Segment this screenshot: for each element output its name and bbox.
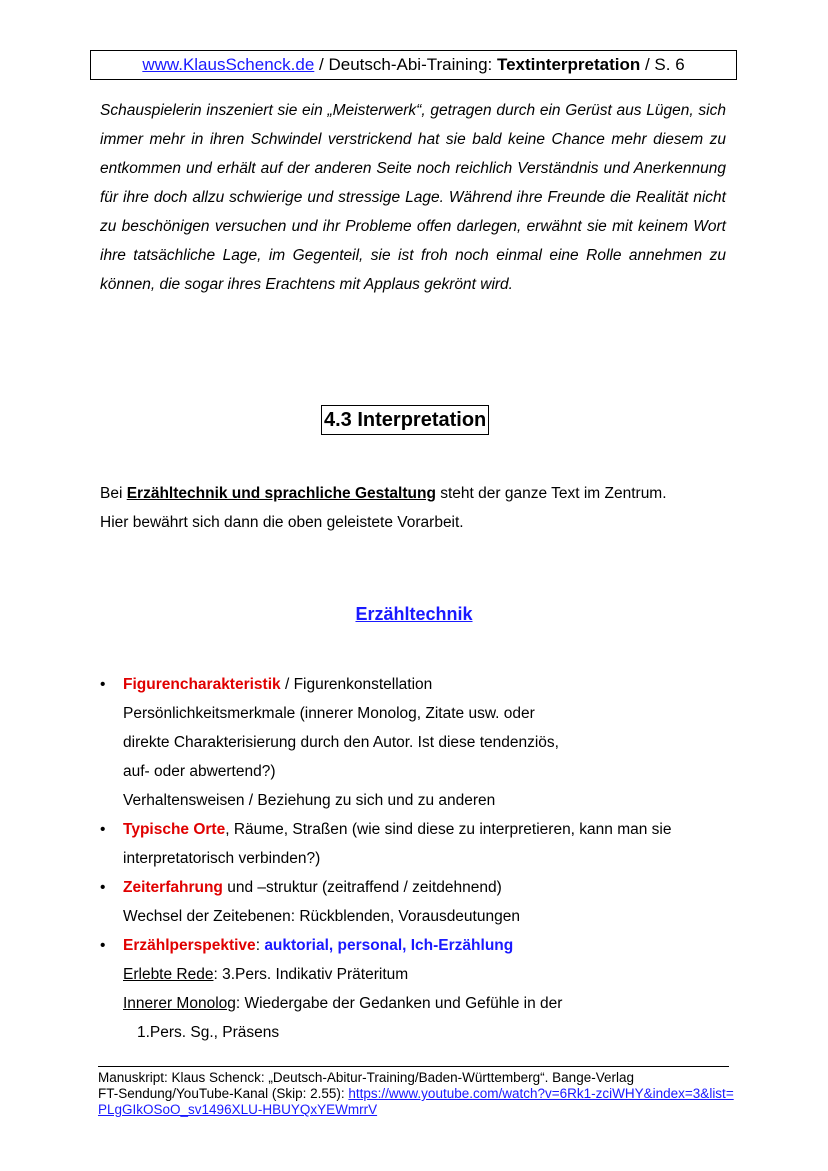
lead-emphasis: Erzähltechnik und sprachliche Gestaltung xyxy=(126,485,436,502)
list-item xyxy=(100,873,740,931)
lead-prefix: Bei xyxy=(100,485,127,502)
list-item xyxy=(100,931,740,1047)
section-title: 4.3 Interpretation xyxy=(321,405,489,435)
bullet-list xyxy=(100,670,740,1047)
bullet-icon: • xyxy=(100,937,106,954)
item-line: interpretatorisch verbinden?) xyxy=(123,850,321,867)
youtube-link[interactable]: https://www.youtube.com/watch?v=6Rk1-zciWHY&index=3&list=PLgGIkOSoO_sv1496XLU-HBUYQxYEWmrrV xyxy=(98,1086,734,1117)
footer-line2: FT-Sendung/YouTube-Kanal (Skip: 2.55): xyxy=(98,1086,349,1101)
item-key: Zeiterfahrung xyxy=(123,879,223,896)
erlebte-rede-label: Erlebte Rede xyxy=(123,966,214,983)
page-footer xyxy=(98,1070,738,1118)
item-rest: , Räume, Straßen (wie sind diese zu interpretieren, kann man sie xyxy=(225,821,672,838)
item-line: Persönlichkeitsmerkmale (innerer Monolog, Zitate usw. oder xyxy=(123,705,535,722)
item-line: Verhaltensweisen / Beziehung zu sich und zu anderen xyxy=(123,792,496,809)
intro-paragraph xyxy=(100,96,726,299)
lead-suffix: steht der ganze Text im Zentrum. xyxy=(435,485,667,502)
bullet-icon: • xyxy=(100,676,106,693)
item-perspectives: auktorial, personal, Ich-Erzählung xyxy=(264,937,514,954)
item-rest: und –struktur (zeitraffend / zeitdehnend) xyxy=(222,879,502,896)
item-rest: / Figurenkonstellation xyxy=(280,676,433,693)
intro-text: Schauspielerin inszeniert sie ein „Meisterwerk“, getragen durch ein Gerüst aus Lügen, sich immer mehr in ihren Schwindel verstrickend hat sie bald keine Chance mehr diesem zu entkommen und erhält auf der anderen Seite noch reichlich Verständnis und Anerkennung für ihre doch allzu schwierige und stressige Lage. Während ihre Freunde die Realität nicht zu beschönigen versuchen und ihr Probleme offen darlegen, erwähnt sie mit keinem Wort ihre tatsächliche Lage, im Gegenteil, sie ist froh noch einmal eine Rolle annehmen zu können, die sogar ihres Erachtens mit Applaus gekrönt wird. xyxy=(100,102,726,293)
bullet-icon: • xyxy=(100,821,106,838)
item-key: Figurencharakteristik xyxy=(123,676,281,693)
item-line: auf- oder abwertend?) xyxy=(123,763,276,780)
footer-line1: Manuskript: Klaus Schenck: „Deutsch-Abitur-Training/Baden-Württemberg“. Bange-Verlag xyxy=(98,1070,634,1085)
footer-divider xyxy=(98,1066,729,1067)
list-item xyxy=(100,670,740,815)
header-page-number: / S. 6 xyxy=(640,55,685,74)
lead-paragraph xyxy=(100,479,740,537)
item-key: Typische Orte xyxy=(123,821,226,838)
subheading-erzaehltechnik: Erzähltechnik xyxy=(355,604,473,624)
innerer-monolog-label: Innerer Monolog xyxy=(123,995,236,1012)
item-colon: : xyxy=(255,937,265,954)
bullet-icon: • xyxy=(100,879,106,896)
item-key: Erzählperspektive xyxy=(123,937,256,954)
erlebte-rede-text: : 3.Pers. Indikativ Präteritum xyxy=(213,966,409,983)
lead-line2: Hier bewährt sich dann die oben geleistete Vorarbeit. xyxy=(100,514,464,531)
page-header xyxy=(90,50,737,80)
item-line: 1.Pers. Sg., Präsens xyxy=(137,1024,280,1041)
list-item xyxy=(100,815,740,873)
item-line: Wechsel der Zeitebenen: Rückblenden, Vorausdeutungen xyxy=(123,908,520,925)
header-topic: Textinterpretation xyxy=(496,55,641,74)
site-link[interactable]: www.KlausSchenck.de xyxy=(142,55,315,74)
header-separator: / Deutsch-Abi-Training: xyxy=(314,55,497,74)
item-line: direkte Charakterisierung durch den Autor. Ist diese tendenziös, xyxy=(123,734,559,751)
innerer-monolog-text: : Wiedergabe der Gedanken und Gefühle in der xyxy=(235,995,563,1012)
